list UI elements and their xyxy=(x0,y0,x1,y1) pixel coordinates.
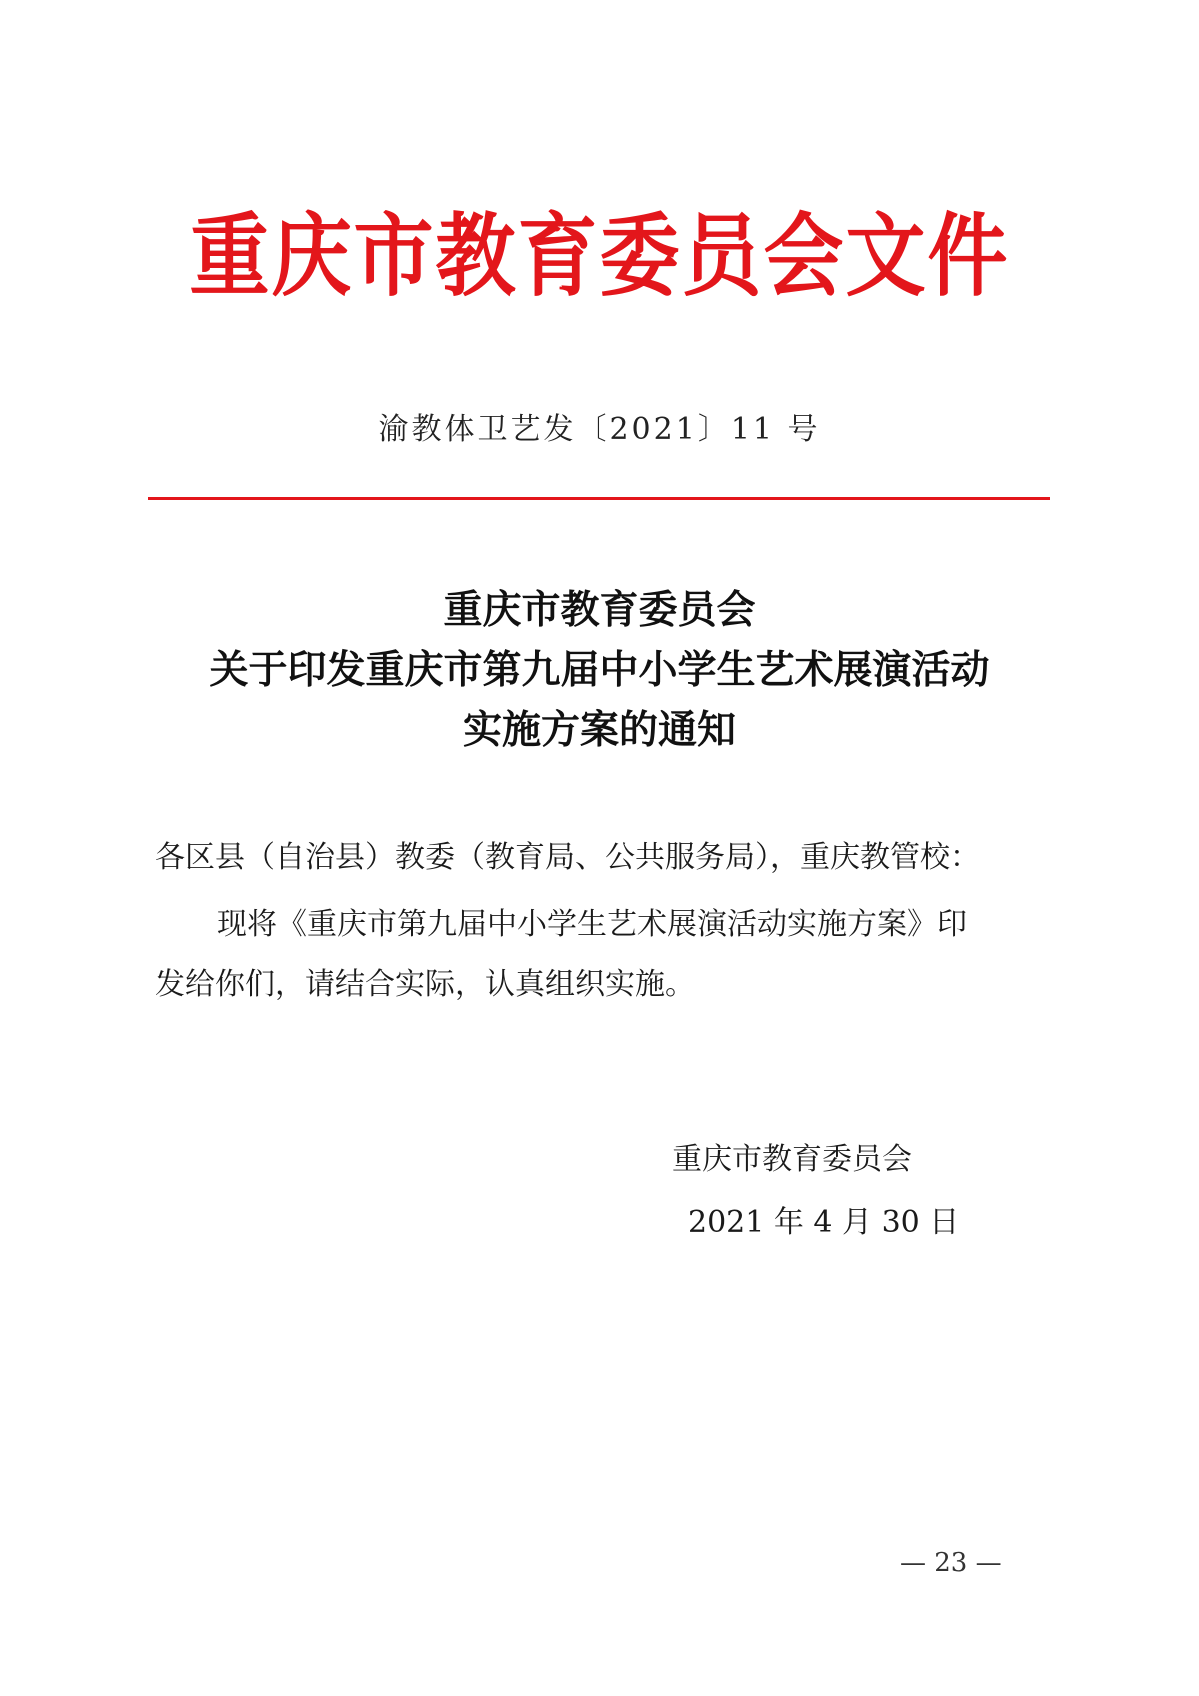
signature-organization: 重庆市教育委员会 xyxy=(672,1142,912,1177)
notice-title xyxy=(0,580,1199,760)
body-paragraph xyxy=(155,895,1060,1015)
document-number: 渝教体卫艺发〔2021〕11 号 xyxy=(378,412,821,447)
masthead-title: 重庆市教育委员会文件 xyxy=(189,203,1010,309)
notice-title-line-1: 重庆市教育委员会 xyxy=(443,587,756,633)
body-line-1: 现将《重庆市第九届中小学生艺术展演活动实施方案》印 xyxy=(217,907,967,942)
body-line-2: 发给你们，请结合实际，认真组织实施。 xyxy=(155,967,695,1002)
page-number: — 23 — xyxy=(900,1548,1002,1578)
red-divider-rule xyxy=(148,497,1050,500)
signature-date: 2021 年 4 月 30 日 xyxy=(688,1205,960,1240)
addressee-line: 各区县（自治县）教委（教育局、公共服务局），重庆教管校： xyxy=(155,840,980,875)
notice-title-line-3: 实施方案的通知 xyxy=(462,707,736,753)
notice-title-line-2: 关于印发重庆市第九届中小学生艺术展演活动 xyxy=(209,647,990,693)
